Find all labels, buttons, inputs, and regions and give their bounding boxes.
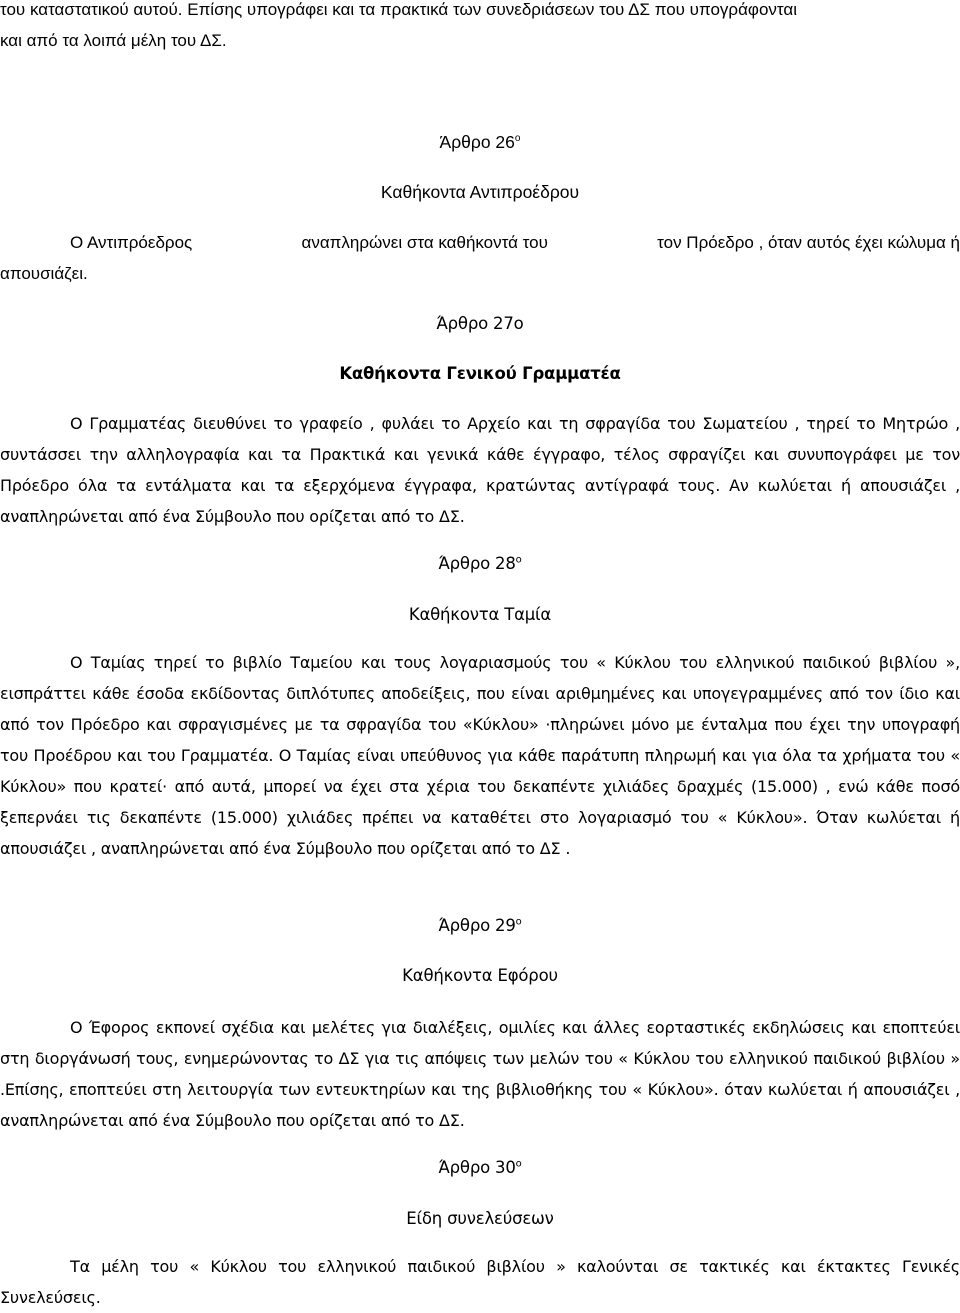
intro-paragraph <box>0 0 960 56</box>
article-26-title: Άρθρο $26^o$ <box>439 132 521 152</box>
article-30-body: Τα μέλη του « Κύκλου του ελληνικού παιδικού βιβλίου » καλούνται σε τακτικές και έκτακτες Γενικές Συνελεύσεις. <box>0 1257 960 1307</box>
intro-line-1: του καταστατικού αυτού. Επίσης υπογράφει και τα πρακτικά των συνεδριάσεων του ΔΣ που υπογράφονται <box>0 0 797 19</box>
article-27-subtitle: Καθήκοντα Γενικού Γραμματέα <box>339 364 621 383</box>
article-28-body: Ο Ταμίας τηρεί το βιβλίο Ταμείου και τους λογαριασμούς του « Κύκλου του ελληνικού παιδικού βιβλίου », εισπράττει κάθε έσοδα εκδίδοντας διπλότυπες αποδείξεις, που είναι αριθμημένες και υπογεγραμμένες από τον ίδιο και από τον Πρόεδρο και σφραγισμένες με τα σφραγίδα του «Κύκλου» ·πληρώνει μόνο με ένταλμα που έχει την υπογραφή του Προέδρου και του Γραμματέα. Ο Ταμίας είναι υπεύθυνος για κάθε παράτυπη πληρωμή και για όλα τα χρήματα του « Κύκλου» που κρατεί· από αυτά, μπορεί να έχει στα χέρια του δεκαπέντε χιλιάδες δραχμές (15.000) , ενώ κάθε ποσό ξεπερνάει τις δεκαπέντε (15.000) χιλιάδες πρέπει να καταθέτει στο λογαριασμό του « Κύκλου». Όταν κωλύεται ή απουσιάζει , αναπληρώνεται από ένα Σύμβουλο που ορίζεται από το ΔΣ . <box>0 653 960 858</box>
article-27-body: Ο Γραμματέας διευθύνει το γραφείο , φυλάει το Αρχείο και τη σφραγίδα του Σωματείου , τηρεί το Μητρώο , συντάσσει την αλληλογραφία και τα Πρακτικά και γενικά κάθε έγγραφο, τέλος σφραγίζει και συνυπογράφει με τον Πρόεδρο όλα τα εντάλματα και τα εξερχόμενα έγγραφα, κρατώντας αντίγραφά τους. Αν κωλύεται ή απουσιάζει , αναπληρώνεται από ένα Σύμβουλο που ορίζεται από το ΔΣ. <box>0 414 960 526</box>
article-28-title: Άρθρο $28^o$ <box>438 554 522 573</box>
article-26-body <box>0 227 960 289</box>
intro-line-2: και από τα λοιπά μέλη του ΔΣ. <box>0 31 227 50</box>
article-27-title: Άρθρο 27ο <box>436 314 524 333</box>
article-29-subtitle: Καθήκοντα Εφόρου <box>402 966 558 985</box>
article-30-title: Άρθρο $30^o$ <box>438 1158 522 1177</box>
article-30-subtitle: Είδη συνελεύσεων <box>406 1209 554 1228</box>
article-26-line-2: απουσιάζει. <box>0 264 88 283</box>
article-29-body: Ο Έφορος εκπονεί σχέδια και μελέτες για διαλέξεις, ομιλίες και άλλες εορταστικές εκδηλώσεις και εποπτεύει στη διοργάνωσή τους, ενημερώνοντας το ΔΣ για τις απόψεις των μελών του « Κύκλου του ελληνικού παιδικού βιβλίου » .Επίσης, εποπτεύει στη λειτουργία των εντευκτηρίων και της βιβλιοθήκης του « Κύκλου». όταν κωλύεται ή απουσιάζει , αναπληρώνεται από ένα Σύμβουλο που ορίζεται από το ΔΣ. <box>0 1018 960 1130</box>
article-26-line-1: Ο Αντιπρόεδρος αναπληρώνει στα καθήκοντά του τον Πρόεδρο , όταν αυτός έχει κώλυμα ή <box>70 233 960 252</box>
article-29-title: Άρθρο $29^o$ <box>438 916 522 935</box>
article-28-subtitle: Καθήκοντα Ταμία <box>408 605 552 624</box>
article-26-subtitle: Καθήκοντα Αντιπροέδρου <box>380 182 580 202</box>
